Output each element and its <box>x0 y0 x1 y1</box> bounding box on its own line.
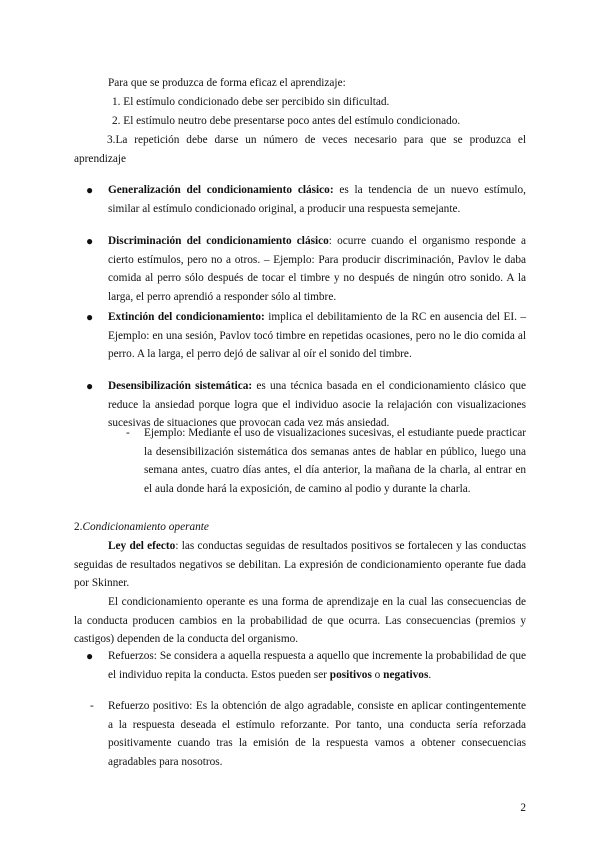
bullet-text: es una técnica basada en el condicionamiento clásico que reduce la ansiedad porque logra que el individuo asocie la relajación con visualizaciones sucesivas de situaciones que provocan cada vez más ansiedad. <box>108 380 526 430</box>
bullet-dot-icon: ● <box>86 183 94 197</box>
refuerzos-bullet <box>108 647 526 684</box>
bullet-dot-icon: ● <box>86 310 94 324</box>
bullet-discriminacion <box>108 232 526 306</box>
bullet-term: Desensibilización sistemática: <box>108 380 253 392</box>
bullet-term: Generalización del condicionamiento clásico: <box>108 184 334 196</box>
section-2-number: 2. <box>74 521 83 533</box>
refuerzos-o: o <box>371 668 384 681</box>
section-2-heading <box>74 518 494 537</box>
refuerzos-negativos: negativos <box>383 668 429 681</box>
refuerzo-positivo-text: Refuerzo positivo: Es la obtención de algo agradable, consiste en aplicar contingentemente a la respuesta deseada el estímulo reforzante. Por tanto, una conducta sería reforzada positivamente cuando tras la emisión de la respuesta vamos a obtener consecuencias agradables para nosotros. <box>108 700 526 768</box>
refuerzo-positivo-dash: - <box>90 700 94 712</box>
bullet-text: implica el debilitamiento de la RC en ausencia del EI. – Ejemplo: en una sesión, Pavlov tocó timbre en repetidas ocasiones, pero no le dio comida al perro. A la larga, el perro dejó de salivar al oír el sonido del timbre. <box>108 311 526 361</box>
ley-del-efecto-paragraph <box>74 537 526 593</box>
operant-paragraph: El condicionamiento operante es una forma de aprendizaje en la cual las consecuencias de la conducta producen cambios en la probabilidad de que ocurra. Las consecuencias (premios y castigos) dependen de la conducta del organismo. <box>74 596 526 646</box>
section-2-title: Condicionamiento operante <box>82 521 209 533</box>
bullet-term: Discriminación del condicionamiento clásico <box>108 235 329 247</box>
refuerzos-end: . <box>428 668 432 681</box>
refuerzos-text: Refuerzos: Se considera a aquella respuesta a aquello que incremente la probabilidad de que el individuo repita la conducta. Estos pueden ser <box>108 650 526 681</box>
bullet-term: Extinción del condicionamiento: <box>108 311 265 323</box>
bullet-extincion <box>108 308 526 364</box>
ley-del-efecto-text: : las conductas seguidas de resultados positivos se fortalecen y las conductas seguidas de resultados negativos se debilitan. La expresión de condicionamiento operante fue dada por Skinner. <box>74 540 526 590</box>
ley-del-efecto-term: Ley del efecto <box>108 540 176 552</box>
intro-item-2: 2. El estímulo neutro debe presentarse poco antes del estímulo condicionado. <box>112 115 461 127</box>
intro-lead: Para que se produzca de forma eficaz el aprendizaje: <box>108 77 346 89</box>
bullet-text: es la tendencia de un nuevo estímulo, similar al estímulo condicionado original, a producir una respuesta semejante. <box>108 184 526 215</box>
intro-item-1: 1. El estímulo condicionado debe ser percibido sin dificultad. <box>112 96 390 108</box>
intro-item-3: 3.La repetición debe darse un número de veces necesario para que se produzca el aprendizaje <box>74 134 526 165</box>
bullet-text: : ocurre cuando el organismo responde a cierto estímulos, pero no a otros. – Ejemplo: Para producir discriminación, Pavlov le daba comida al perro sólo después de tocar el timbre y no después de ningún otro sonido. A la larga, el perro aprendió a responder sólo al timbre. <box>108 235 526 303</box>
refuerzos-positivos: positivos <box>329 668 372 681</box>
example-text: Ejemplo: Mediante el uso de visualizaciones sucesivas, el estudiante puede practicar la desensibilización sistemática dos semanas antes de hablar en público, luego una semana antes, cuatro días antes, el día anterior, la mañana de la charla, al entrar en el aula donde hará la exposición, de camino al podio y durante la charla. <box>144 427 526 495</box>
bullet-dot-icon: ● <box>86 379 94 393</box>
example-dash: - <box>126 427 130 439</box>
bullet-dot-icon: ● <box>86 234 94 248</box>
page-number: 2 <box>520 802 526 814</box>
bullet-generalizacion <box>108 181 526 218</box>
bullet-dot-icon: ● <box>86 649 94 663</box>
